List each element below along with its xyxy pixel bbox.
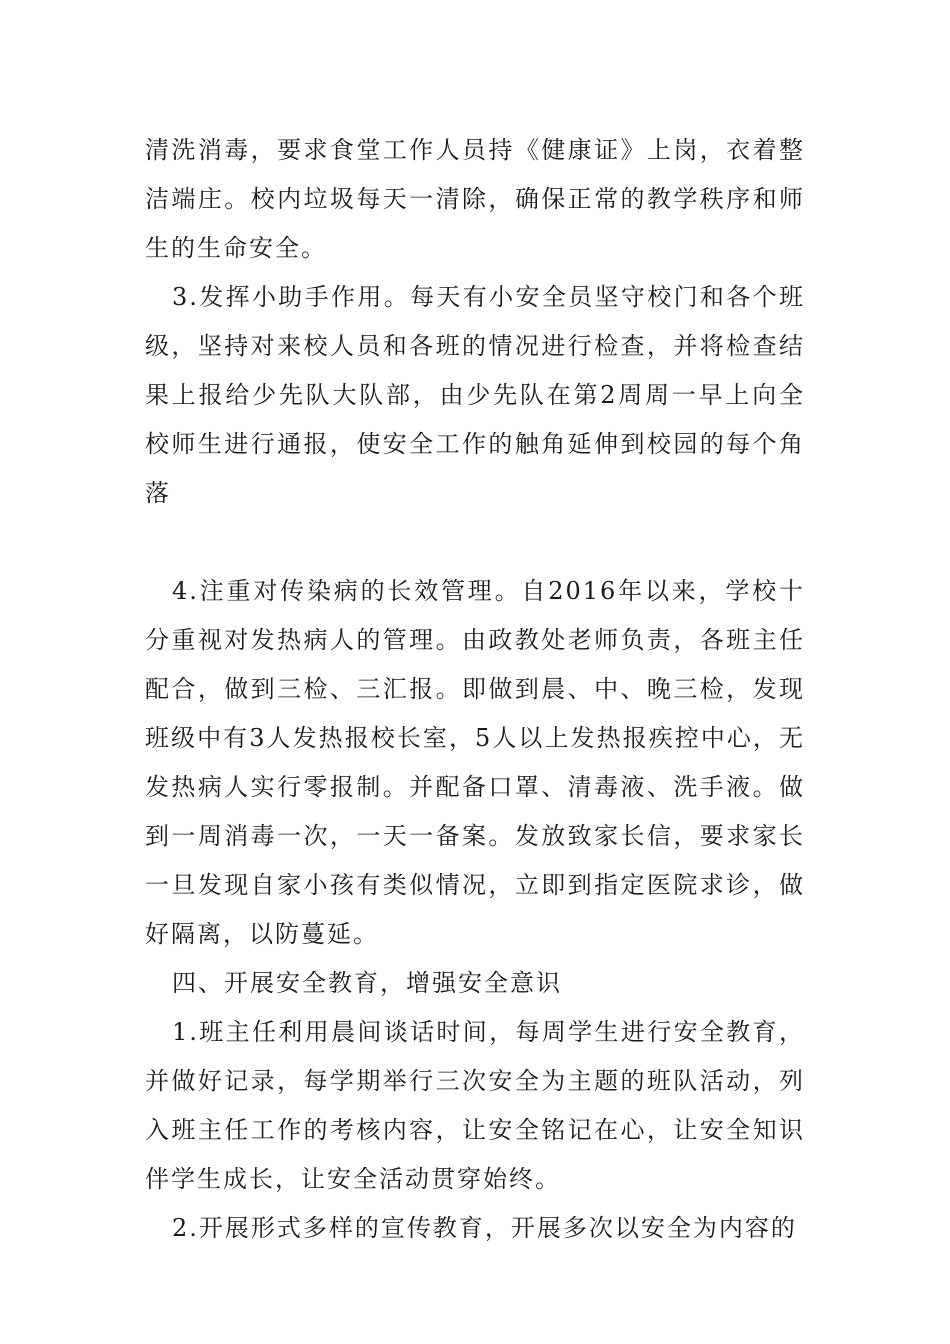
paragraph-canteen-hygiene: 清洗消毒，要求食堂工作人员持《健康证》上岗，衣着整洁端庄。校内垃圾每天一清除，确保正常的教学秩序和师生的生命安全。 xyxy=(145,136,805,262)
paragraph-little-helpers: 3.发挥小助手作用。每天有小安全员坚守校门和各个班级，坚持对来校人员和各班的情况进行检查，并将检查结果上报给少先队大队部，由少先队在第2周周一早上向全校师生进行通报，使安全工作的触角延伸到校园的每个角落 xyxy=(145,283,805,507)
section-heading-safety-education: 四、开展安全教育，增强安全意识 xyxy=(172,969,562,997)
document-body xyxy=(145,126,805,1253)
paragraph-gap xyxy=(145,518,805,567)
paragraph-infectious-disease: 4.注重对传染病的长效管理。自2016年以来，学校十分重视对发热病人的管理。由政教处老师负责，各班主任配合，做到三检、三汇报。即做到晨、中、晚三检，发现班级中有3人发热报校长室，5人以上发热报疾控中心，无发热病人实行零报制。并配备口罩、清毒液、洗手液。做到一周消毒一次，一天一备案。发放致家长信，要求家长一旦发现自家小孩有类似情况，立即到指定医院求诊，做好隔离，以防蔓延。 xyxy=(145,577,805,948)
paragraph-publicity: 2.开展形式多样的宣传教育，开展多次以安全为内容的 xyxy=(172,1214,797,1242)
paragraph-class-teacher: 1.班主任利用晨间谈话时间，每周学生进行安全教育，并做好记录，每学期举行三次安全为主题的班队活动，列入班主任工作的考核内容，让安全铭记在心，让安全知识伴学生成长，让安全活动贯穿始终。 xyxy=(145,1018,805,1193)
